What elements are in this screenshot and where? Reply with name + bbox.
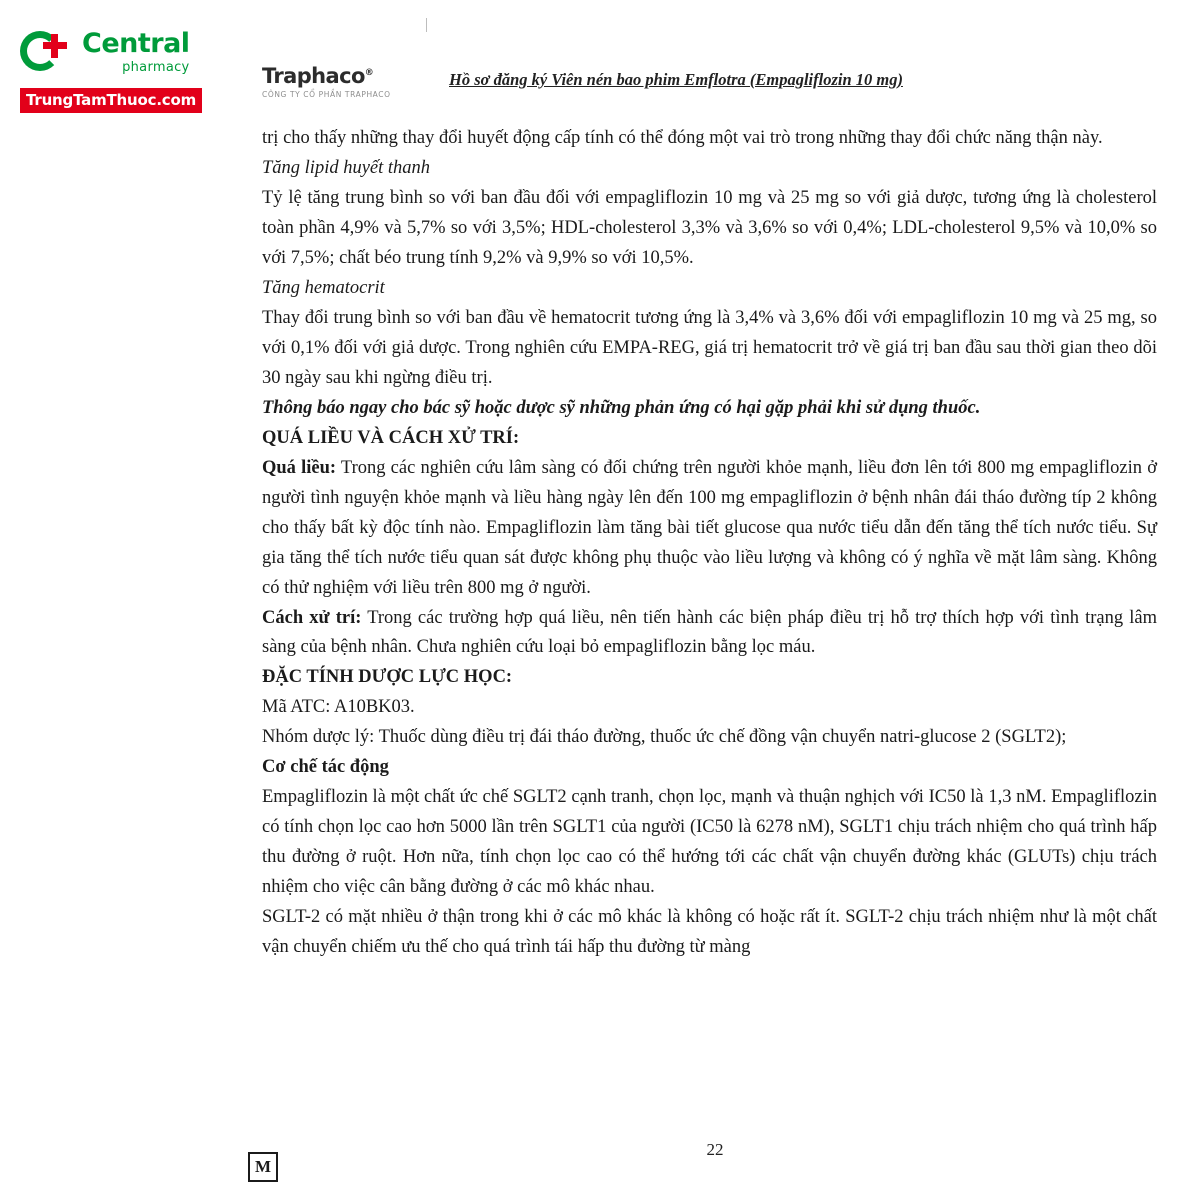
paragraph-overdose <box>262 454 1157 604</box>
document-body <box>262 124 1157 963</box>
subheading-lipid: Tăng lipid huyết thanh <box>262 157 431 178</box>
paragraph-adverse-notice: Thông báo ngay cho bác sỹ hoặc dược sỹ những phản ứng có hại gặp phải khi sử dụng thuốc. <box>262 397 981 418</box>
registered-mark: ® <box>364 68 374 78</box>
company-logo <box>262 64 437 99</box>
label-overdose: Quá liều: <box>262 457 337 478</box>
logo-subtitle: pharmacy <box>122 60 190 75</box>
scan-tick-top <box>426 18 427 32</box>
paragraph-overdose-text: Trong các nghiên cứu lâm sàng có đối chứng trên người khỏe mạnh, liều đơn lên tới 800 mg empagliflozin ở người tình nguyện khỏe mạnh và liều hàng ngày lên đến 100 mg empagliflozin ở bệnh nhân đái tháo đường típ 2 không cho thấy bất kỳ độc tính nào. Empagliflozin làm tăng bài tiết glucose qua nước tiểu dẫn đến tăng thể tích nước tiểu. Sự gia tăng thể tích nước tiểu quan sát được không phụ thuộc vào liều lượng và không có ý nghĩa về mặt lâm sàng. Không có thử nghiệm với liều trên 800 mg ở người. <box>262 457 1157 598</box>
heading-pharmacodynamics: ĐẶC TÍNH DƯỢC LỰC HỌC: <box>262 667 513 688</box>
page-stamp: M <box>248 1152 278 1182</box>
paragraph-hematocrit: Thay đổi trung bình so với ban đầu về hematocrit tương ứng là 3,4% và 3,6% đối với empagliflozin 10 mg và 25 mg, so với 0,1% đối với giả dược. Trong nghiên cứu EMPA-REG, giá trị hematocrit trở về giá trị ban đầu sau thời gian theo dõi 30 ngày sau khi ngừng điều trị. <box>262 307 1157 388</box>
page-number: 22 <box>706 1140 724 1159</box>
company-name-text: Traphaco <box>262 64 365 88</box>
watermark-logo <box>20 28 220 113</box>
label-management: Cách xử trí: <box>262 607 362 628</box>
paragraph-intro: trị cho thấy những thay đổi huyết động cấp tính có thể đóng một vai trò trong những thay đổi chức năng thận này. <box>262 128 1103 148</box>
watermark-site-banner: TrungTamThuoc.com <box>20 88 202 113</box>
page-header <box>262 64 1167 99</box>
paragraph-lipid: Tỷ lệ tăng trung bình so với ban đầu đối với empagliflozin 10 mg và 25 mg so với giả dược, tương ứng là cholesterol toàn phần 4,9% và 5,7% so với 3,5%; HDL-cholesterol 3,3% và 3,6% so với 0,4%; LDL-cholesterol 9,5% và 10,0% so với 7,5%; chất béo trung tính 9,2% và 9,9% so với 10,5%. <box>262 187 1157 268</box>
company-legal-name: CÔNG TY CỔ PHẦN TRAPHACO <box>262 90 391 99</box>
heading-overdose: QUÁ LIỀU VÀ CÁCH XỬ TRÍ: <box>262 427 520 448</box>
document-title: Hồ sơ đăng ký Viên nén bao phim Emflotra (Empagliflozin 10 mg) <box>449 70 903 89</box>
subheading-mechanism: Cơ chế tác động <box>262 757 389 778</box>
paragraph-management-text: Trong các trường hợp quá liều, nên tiến hành các biện pháp điều trị hỗ trợ thích hợp với tình trạng lâm sàng của bệnh nhân. Chưa nghiên cứu loại bỏ empagliflozin bằng lọc máu. <box>262 607 1158 658</box>
paragraph-mechanism-1: Empagliflozin là một chất ức chế SGLT2 cạnh tranh, chọn lọc, mạnh và thuận nghịch với IC50 là 1,3 nM. Empagliflozin có tính chọn lọc cao hơn 5000 lần trên SGLT1 của người (IC50 là 6278 nM), SGLT1 chịu trách nhiệm cho quá trình hấp thu đường ở ruột. Hơn nữa, tính chọn lọc cao có thể hướng tới các chất vận chuyển đường khác (GLUTs) chịu trách nhiệm cho việc cân bằng đường ở các mô khác nhau. <box>262 787 1157 898</box>
paragraph-management <box>262 604 1157 664</box>
document-page <box>230 0 1200 1200</box>
paragraph-drug-group: Nhóm dược lý: Thuốc dùng điều trị đái tháo đường, thuốc ức chế đồng vận chuyển natri-glucose 2 (SGLT2); <box>262 727 1067 748</box>
paragraph-atc-code: Mã ATC: A10BK03. <box>262 697 415 718</box>
paragraph-mechanism-2: SGLT-2 có mặt nhiều ở thận trong khi ở các mô khác là không có hoặc rất ít. SGLT-2 chịu trách nhiệm như là một chất vận chuyển chiếm ưu thế cho quá trình tái hấp thu đường từ màng <box>262 907 1157 958</box>
central-pharmacy-cross-icon <box>20 28 74 82</box>
logo-title: Central <box>82 28 190 59</box>
subheading-hematocrit: Tăng hematocrit <box>262 277 385 298</box>
company-name <box>262 64 373 88</box>
